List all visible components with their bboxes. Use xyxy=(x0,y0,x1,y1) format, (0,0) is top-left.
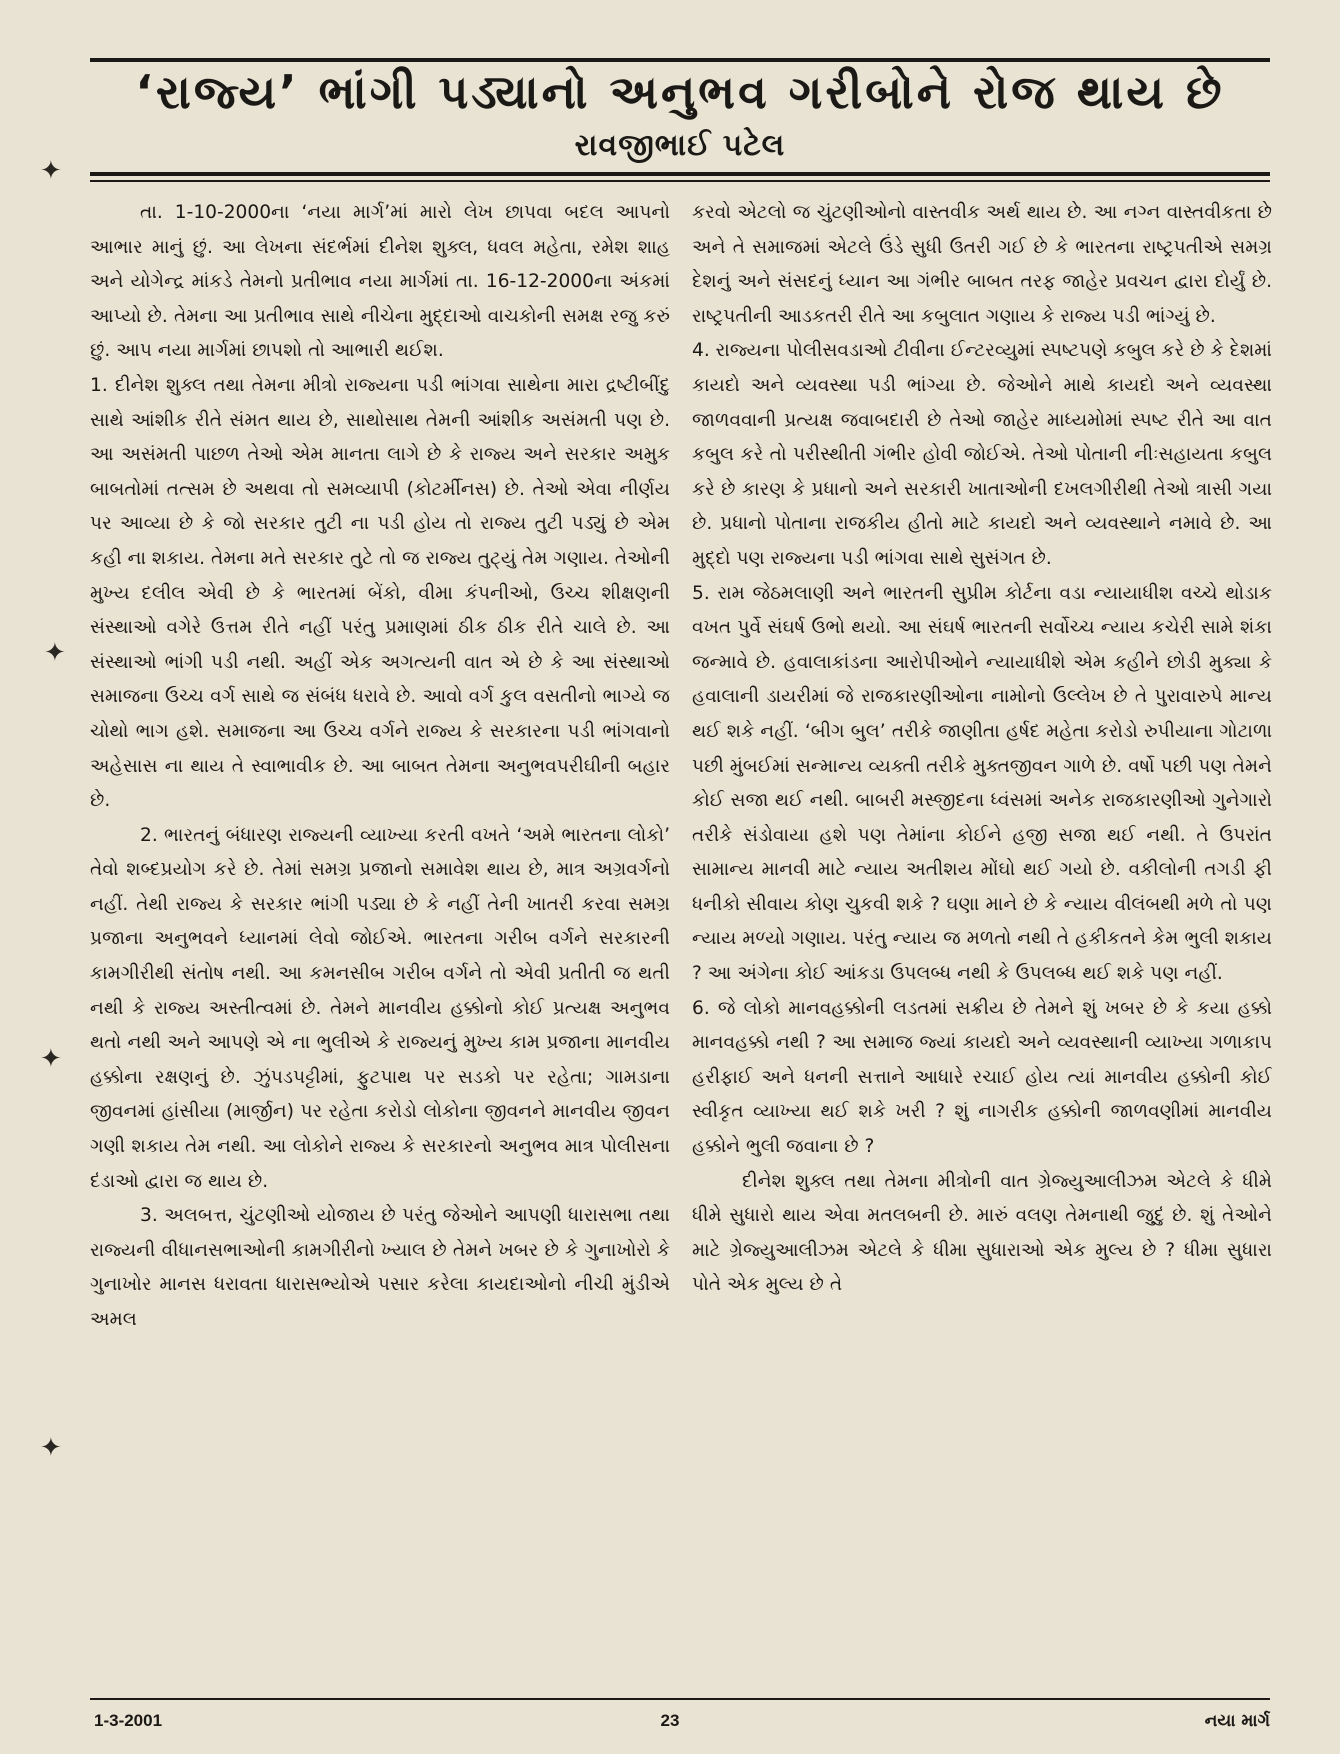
page-number: 23 xyxy=(660,1711,680,1730)
binding-hole-mark: ✦ xyxy=(40,156,62,186)
publication-name: નયા માર્ગ xyxy=(1204,1711,1270,1731)
paragraph-conclusion: દીનેશ શુક્લ તથા તેમના મીત્રોની વાત ગ્રેજ્યુઆલીઝમ એટલે કે ધીમે ધીમે સુધારો થાય એવા મતલબની છે. મારું વલણ તેમનાથી જુદું છે. શું તેઓને માટે ગ્રેજ્યુઆલીઝમ એટલે કે ધીમા સુધારાઓ એક મુલ્ય છે ? ધીમા સુધારા પોતે એક મુલ્ય છે તે xyxy=(692,1170,1272,1296)
paragraph-point-6: 6. જે લોકો માનવહક્કોની લડતમાં સક્રીય છે તેમને શું ખબર છે કે કયા હક્કો માનવહક્કો નથી ? આ સમાજ જ્યાં કાયદો અને વ્યવસ્થાની વ્યાખ્યા ગળાકાપ હરીફાઈ અને ધનની સત્તાને આધારે રચાઈ હોય ત્યાં માનવીય હક્કોની કોઈ સ્વીકૃત વ્યાખ્યા થઈ શકે ખરી ? શું નાગરીક હક્કોની જાળવણીમાં માનવીય હક્કોને ભુલી જવાના છે ? xyxy=(692,997,1272,1158)
issue-date: 1-3-2001 xyxy=(94,1711,163,1730)
paragraph-intro: તા. 1-10-2000ના ‘નયા માર્ગ’માં મારો લેખ છાપવા બદલ આપનો આભાર માનું છું. આ લેખના સંદર્ભમાં દીનેશ શુક્લ, ધવલ મહેતા, રમેશ શાહ અને યોગેન્દ્ર માંકડે તેમનો પ્રતીભાવ નયા માર્ગમાં તા. 16-12-2000ના અંકમાં આપ્યો છે. તેમના આ પ્રતીભાવ સાથે નીચેના મુદ્દાઓ વાચકોની સમક્ષ રજુ કરું છું. આપ નયા માર્ગમાં છાપશો તો આભારી થઈશ. xyxy=(90,202,670,362)
title-rule-thick xyxy=(90,172,1270,176)
article-title: ‘રાજ્ય’ ભાંગી પડ્યાનો અનુભવ ગરીબોને રોજ થાય છે xyxy=(135,65,1225,119)
title-rule-thin xyxy=(90,180,1270,182)
paragraph-point-5: 5. રામ જેઠમલાણી અને ભારતની સુપ્રીમ કોર્ટના વડા ન્યાયાધીશ વચ્ચે થોડાક વખત પુર્વે સંઘર્ષ ઉભો થયો. આ સંઘર્ષ ભારતની સર્વોચ્ચ ન્યાય કચેરી સામે શંકા જન્માવે છે. હવાલાકાંડના આરોપીઓને ન્યાયાધીશે એમ કહીને છોડી મુક્યા કે હવાલાની ડાયરીમાં જે રાજકારણીઓના નામોનો ઉલ્લેખ છે તે પુરાવારુપે માન્ય થઈ શકે નહીં. ‘બીગ બુલ’ તરીકે જાણીતા હર્ષદ મહેતા કરોડો રુપીયાના ગોટાળા પછી મુંબઈમાં સન્માન્ય વ્યક્તી તરીકે મુક્તજીવન ગાળે છે. વર્ષો પછી પણ તેમને કોઈ સજા થઈ નથી. બાબરી મસ્જીદના ધ્વંસમાં અનેક રાજકારણીઓ ગુનેગારો તરીકે સંડોવાયા હશે પણ તેમાંના કોઈને હજી સજા થઈ નથી. તે ઉપરાંત સામાન્ય માનવી માટે ન્યાય અતીશય મોંઘો થઈ ગયો છે. વકીલોની તગડી ફી ધનીકો સીવાય કોણ ચુકવી શકે ? ઘણા માને છે કે ન્યાય વીલંબથી મળે તો પણ ન્યાય મળ્યો ગણાય. પરંતુ ન્યાય જ મળતો નથી તે હકીકતને કેમ ભુલી શકાય ? આ અંગેના કોઈ આંકડા ઉપલબ્ધ નથી કે ઉપલબ્ધ થઈ શકે પણ નહીં. xyxy=(692,582,1272,985)
paragraph-point-3-continued: કરવો એટલો જ ચુંટણીઓનો વાસ્તવીક અર્થ થાય છે. આ નગ્ન વાસ્તવીકતા છે અને તે સમાજમાં એટલે ઉંડે સુધી ઉતરી ગઈ છે કે ભારતના રાષ્ટ્રપતીએ સમગ્ર દેશનું અને સંસદનું ધ્યાન આ ગંભીર બાબત તરફ જાહેર પ્રવચન દ્વારા દોર્યું છે. રાષ્ટ્રપતીની આડકતરી રીતે આ કબુલાત ગણાય કે રાજ્ય પડી ભાંગ્યું છે. xyxy=(692,202,1272,327)
binding-hole-mark: ✦ xyxy=(40,1433,62,1463)
paragraph-point-2: 2. ભારતનું બંધારણ રાજ્યની વ્યાખ્યા કરતી વખતે ‘અમે ભારતના લોકો’ તેવો શબ્દપ્રયોગ કરે છે. તેમાં સમગ્ર પ્રજાનો સમાવેશ થાય છે, માત્ર અગ્રવર્ગનો નહીં. તેથી રાજ્ય કે સરકાર ભાંગી પડ્યા છે કે નહીં તેની ખાતરી કરવા સમગ્ર પ્રજાના અનુભવને ધ્યાનમાં લેવો જોઈએ. ભારતના ગરીબ વર્ગને સરકારની કામગીરીથી સંતોષ નથી. આ કમનસીબ ગરીબ વર્ગને તો એવી પ્રતીતી જ થતી નથી કે રાજ્ય અસ્તીત્વમાં છે. તેમને માનવીય હક્કોનો કોઈ પ્રત્યક્ષ અનુભવ થતો નથી અને આપણે એ ના ભુલીએ કે રાજ્યનું મુખ્ય કામ પ્રજાના માનવીય હક્કોના રક્ષણનું છે. ઝુંપડપટ્ટીમાં, ફુટપાથ પર સડકો પર રહેતા; ગામડાના જીવનમાં હાંસીયા (માર્જીન) પર રહેતા કરોડો લોકોના જીવનને માનવીય જીવન ગણી શકાય તેમ નથી. આ લોકોને રાજ્ય કે સરકારનો અનુભવ માત્ર પોલીસના દંડાઓ દ્વારા જ થાય છે. xyxy=(90,824,670,1192)
article-author: રાવજીભાઈ પટેલ xyxy=(574,128,786,163)
binding-hole-mark: ✦ xyxy=(40,1044,62,1074)
right-column xyxy=(692,196,1272,1692)
paragraph-point-4: 4. રાજ્યના પોલીસવડાઓ ટીવીના ઈન્ટરવ્યુમાં સ્પષ્ટપણે કબુલ કરે છે કે દેશમાં કાયદો અને વ્યવસ્થા પડી ભાંગ્યા છે. જેઓને માથે કાયદો અને વ્યવસ્થા જાળવવાની પ્રત્યક્ષ જવાબદારી છે તેઓ જાહેર માધ્યમોમાં સ્પષ્ટ રીતે આ વાત કબુલ કરે તો પરીસ્થીતી ગંભીર હોવી જોઈએ. તેઓ પોતાની નીઃસહાયતા કબુલ કરે છે કારણ કે પ્રધાનો અને સરકારી ખાતાઓની દખલગીરીથી તેઓ ત્રાસી ગયા છે. પ્રધાનો પોતાના રાજકીય હીતો માટે કાયદો અને વ્યવસ્થાને નમાવે છે. આ મુદ્દો પણ રાજ્યના પડી ભાંગવા સાથે સુસંગત છે. xyxy=(692,340,1272,569)
left-column xyxy=(90,196,670,1692)
binding-hole-mark: ✦ xyxy=(44,638,66,668)
paragraph-point-3: 3. અલબત્ત, ચુંટણીઓ યોજાય છે પરંતુ જેઓને આપણી ધારાસભા તથા રાજ્યની વીધાનસભાઓની કામગીરીનો ખ્યાલ છે તેમને ખબર છે કે ગુનાખોરો કે ગુનાખોર માનસ ધરાવતા ધારાસભ્યોએ પસાર કરેલા કાયદાઓનો નીચી મુંડીએ અમલ xyxy=(90,1205,670,1330)
paragraph-point-1: 1. દીનેશ શુક્લ તથા તેમના મીત્રો રાજ્યના પડી ભાંગવા સાથેના મારા દ્રષ્ટીબીંદુ સાથે આંશીક રીતે સંમત થાય છે, સાથોસાથ તેમની આંશીક અસંમતી પણ છે. આ અસંમતી પાછળ તેઓ એમ માનતા લાગે છે કે રાજ્ય અને સરકાર અમુક બાબતોમાં તત્સમ છે અથવા તો સમવ્યાપી (કોટર્મીનસ) છે. તેઓ એવા નીર્ણય પર આવ્યા છે કે જો સરકાર તુટી ના પડી હોય તો રાજ્ય તુટી પડ્યું છે એમ કહી ના શકાય. તેમના મતે સરકાર તુટે તો જ રાજ્ય તુટ્યું તેમ ગણાય. તેઓની મુખ્ય દલીલ એવી છે કે ભારતમાં બેંકો, વીમા કંપનીઓ, ઉચ્ચ શીક્ષણની સંસ્થાઓ વગેરે ઉત્તમ રીતે નહીં પરંતુ પ્રમાણમાં ઠીક ઠીક રીતે ચાલે છે. આ સંસ્થાઓ ભાંગી પડી નથી. અહીં એક અગત્યની વાત એ છે કે આ સંસ્થાઓ સમાજના ઉચ્ચ વર્ગ સાથે જ સંબંધ ધરાવે છે. આવો વર્ગ કુલ વસતીનો ભાગ્યે જ ચોથો ભાગ હશે. સમાજના આ ઉચ્ચ વર્ગને રાજ્ય કે સરકારના પડી ભાંગવાનો અહેસાસ ના થાય તે સ્વાભાવીક છે. આ બાબત તેમના અનુભવપરીઘીની બહાર છે. xyxy=(90,374,670,812)
top-rule xyxy=(90,58,1270,62)
footer-rule xyxy=(90,1698,1270,1700)
